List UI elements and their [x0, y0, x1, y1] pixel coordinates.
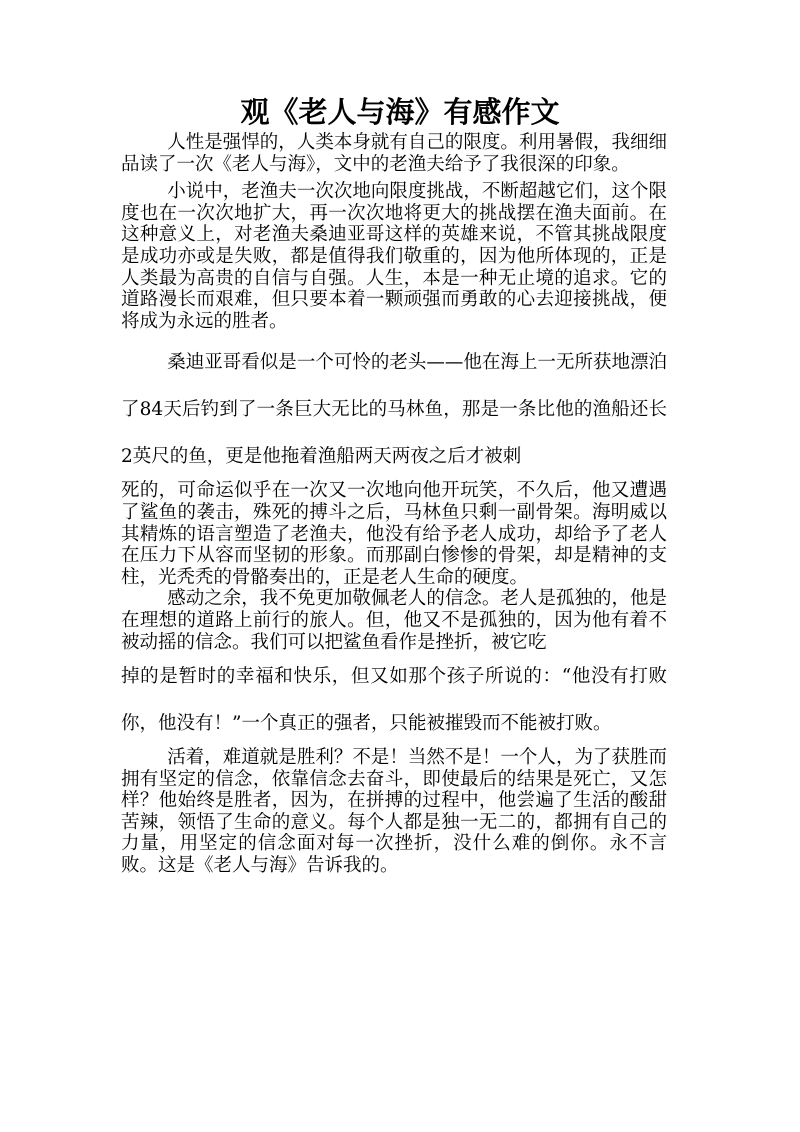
paragraph-2: 小说中，老渔夫一次次地向限度挑战，不断超越它们，这个限度也在一次次地扩大，再一次次地将更大的挑战摆在渔夫面前。在这种意义上，对老渔夫桑迪亚哥这样的英雄来说，不管其挑战限度是成功亦或是失败，都是值得我们敬重的，因为他所体现的，正是人类最为高贵的自信与自强。人生，本是一种无止境的追求。它的道路漫长而艰难，但只要本着一颗顽强而勇敢的心去迎接挑战，便将成为永远的胜者。: [121, 181, 667, 332]
paragraph-3-continuation: 死的，可命运似乎在一次又一次地向他开玩笑，不久后，他又遭遇了鲨鱼的袭击，殊死的搏斗之后，马林鱼只剩一副骨架。海明威以其精炼的语言塑造了老渔夫，他没有给予老人成功，却给予了老人在压力下从容而坚韧的形象。而那副白惨惨的骨架，却是精神的支柱，光秃秃的骨骼奏出的，正是老人生命的硬度。: [121, 480, 667, 588]
paragraph-5: 活着，难道就是胜利？不是！当然不是！一个人，为了获胜而拥有坚定的信念，依靠信念去奋斗，即使最后的结果是死亡，又怎样？他始终是胜者，因为，在拼搏的过程中，他尝遍了生活的酸甜苦辣，领悟了生命的意义。每个人都是独一无二的，都拥有自己的力量，用坚定的信念面对每一次挫折，没什么难的倒你。永不言败。这是《老人与海》告诉我的。: [121, 747, 667, 877]
paragraph-3-opening: 桑迪亚哥看似是一个可怜的老头——他在海上一无所获地漂泊了84天后钓到了一条巨大无比的马林鱼，那是一条比他的渔船还长2英尺的鱼，更是他拖着渔船两天两夜之后才被刺: [121, 352, 667, 468]
paragraph-4-continuation: 掉的是暂时的幸福和快乐，但又如那个孩子所说的：“他没有打败你，他没有！”一个真正的强者，只能被摧毁而不能被打败。: [121, 666, 667, 735]
essay-body: [121, 132, 667, 877]
paragraph-4: 感动之余，我不免更加敬佩老人的信念。老人是孤独的，他是在理想的道路上前行的旅人。但，他又不是孤独的，因为他有着不被动摇的信念。我们可以把鲨鱼看作是挫折，被它吃: [121, 588, 667, 653]
paragraph-1: 人性是强悍的，人类本身就有自己的限度。利用暑假，我细细品读了一次《老人与海》，文中的老渔夫给予了我很深的印象。: [121, 132, 667, 175]
document-title: 观《老人与海》有感作文: [240, 95, 560, 129]
